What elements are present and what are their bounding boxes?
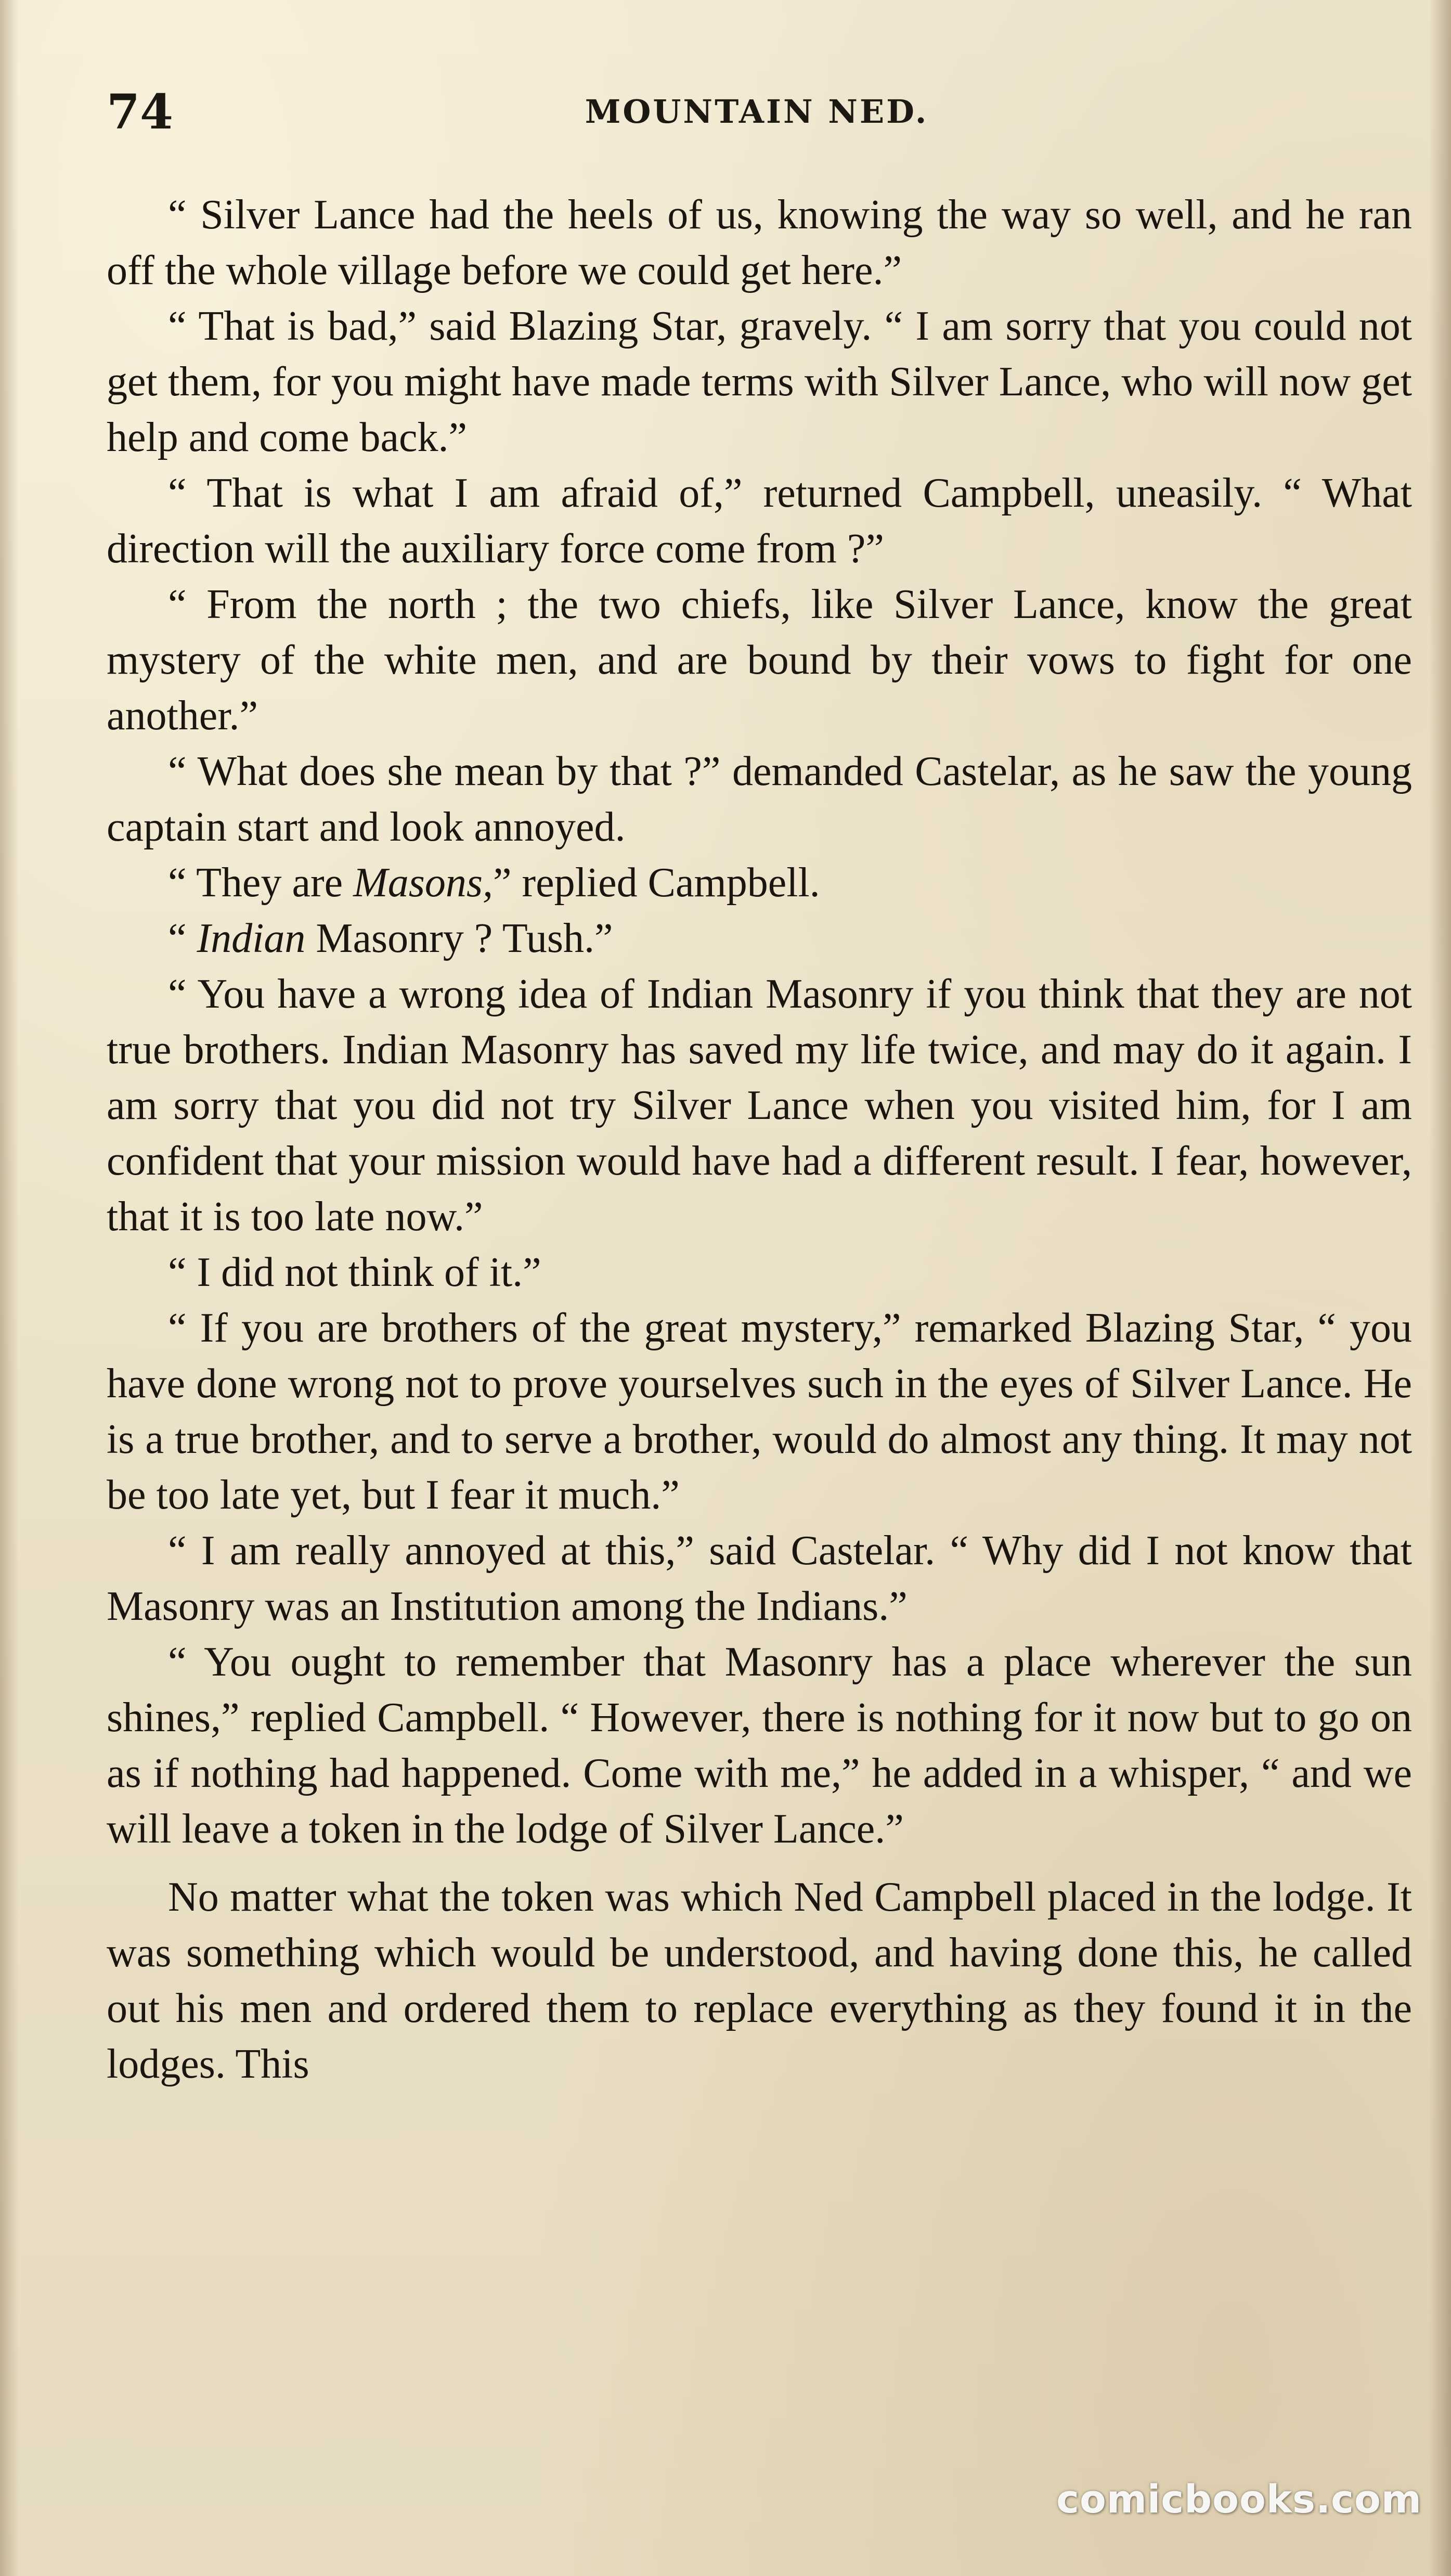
body-text — [107, 187, 1412, 2092]
paragraph — [107, 911, 1412, 967]
paragraph: “ That is bad,” said Blazing Star, gravely. “ I am sorry that you could not get them, for you might have made terms with Silver Lance, who will now get help and come back.” — [107, 303, 1412, 460]
paragraph: “ From the north ; the two chiefs, like Silver Lance, know the great mystery of the white men, and are bound by their vows to fight for one another.” — [107, 582, 1412, 739]
paragraph: “ What does she mean by that ?” demanded Castelar, as he saw the young captain start and look annoyed. — [107, 749, 1412, 850]
paragraph — [107, 855, 1412, 911]
italic-word: Indian — [197, 916, 306, 961]
text-run: Masonry ? Tush.” — [305, 916, 613, 961]
paragraph: “ I am really annoyed at this,” said Castelar. “ Why did I not know that Masonry was an Institution among the Indians.” — [107, 1528, 1412, 1629]
text-run: ” replied Campbell. — [493, 860, 820, 906]
paragraph: “ That is what I am afraid of,” returned Campbell, uneasily. “ What direction will the auxiliary force come from ?” — [107, 470, 1412, 572]
page-edge-shadow-right — [1429, 0, 1451, 2576]
paragraph: No matter what the token was which Ned Campbell placed in the lodge. It was something which would be understood, and having done this, he called out his men and ordered them to replace everything as they found it in the lodges. This — [107, 1874, 1412, 2087]
italic-word: Masons, — [353, 860, 493, 906]
paragraph: “ If you are brothers of the great mystery,” remarked Blazing Star, “ you have done wrong not to prove yourselves such in the eyes of Silver Lance. He is a true brother, and to serve a brother, would do almost any thing. It may not be too late yet, but I fear it much.” — [107, 1305, 1412, 1518]
paragraph: “ I did not think of it.” — [168, 1250, 541, 1295]
running-title: MOUNTAIN NED. — [585, 93, 929, 131]
paragraph: “ You have a wrong idea of Indian Masonry if you think that they are not true brothers. Indian Masonry has saved my life twice, and may do it again. I am sorry that you did not try Silver Lance when you visited him, for I am confident that your mission would have had a different result. I fear, however, that it is too late now.” — [107, 971, 1412, 1240]
page-edge-shadow-left — [0, 0, 19, 2576]
watermark: comicbooks.com — [1056, 2477, 1422, 2522]
page-number: 74 — [107, 84, 174, 140]
text-run: “ — [168, 916, 197, 961]
text-run: “ They are — [168, 860, 354, 906]
paragraph: “ Silver Lance had the heels of us, knowing the way so well, and he ran off the whole village before we could get here.” — [107, 192, 1412, 293]
paragraph: “ You ought to remember that Masonry has a place wherever the sun shines,” replied Campbell. “ However, there is nothing for it now but to go on as if nothing had happened. Come with me,” he added in a whisper, “ and we will leave a token in the lodge of Silver Lance.” — [107, 1639, 1412, 1852]
page-header — [107, 83, 1407, 140]
